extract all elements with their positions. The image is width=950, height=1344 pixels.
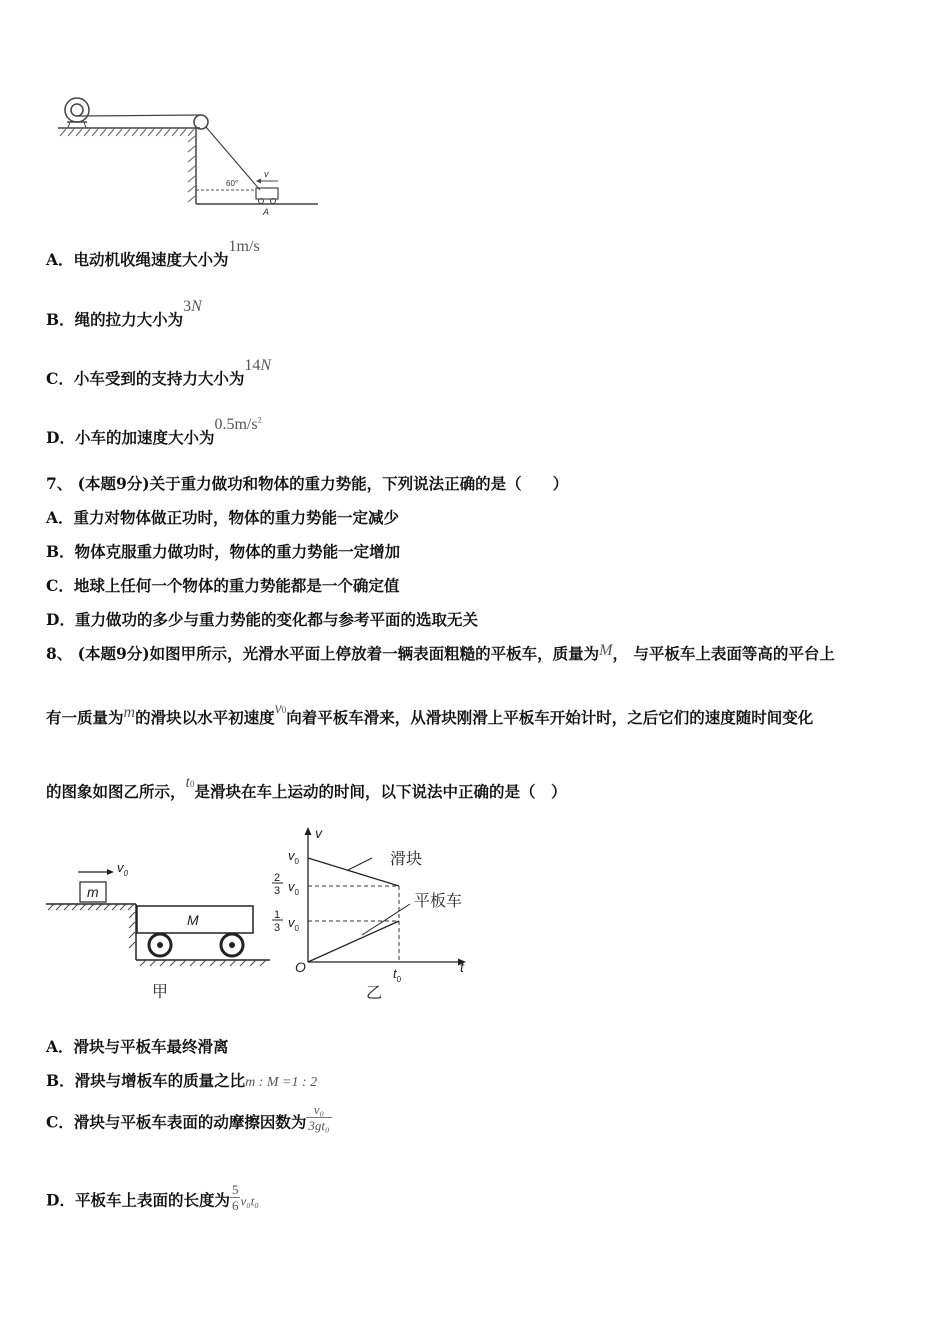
q8-option-c: C．滑块与平板车表面的动摩擦因数为 $\frac{\text{v₀}}{\text{3gt₀}}$ [46, 1102, 330, 1133]
svg-text:3: 3 [274, 922, 281, 934]
point-label: A [263, 207, 270, 217]
svg-text:平板车: 平板车 [414, 893, 463, 910]
svg-text:t0: $t_0$ [393, 966, 402, 984]
svg-text:M: M [187, 912, 199, 928]
q7-stem: 7、 (本题9分)关于重力做功和物体的重力势能，下列说法正确的是（ ） [46, 474, 569, 493]
svg-text:3: 3 [274, 885, 281, 897]
cart-velocity-line [308, 921, 399, 962]
velocity-label: v [264, 169, 269, 179]
svg-text:甲: 甲 [152, 984, 169, 1001]
svg-text:v0: $v_0$ [288, 879, 299, 897]
q8-stem-line2: 有一质量为m的滑块以水平初速度v0向着平板车滑来，从滑块刚滑上平板车开始计时，之后它们的速度随时间变化 [46, 700, 814, 727]
svg-text:O: O [295, 959, 306, 975]
q6-option-d: D．小车的加速度大小为$0.5m/s^2$ [46, 415, 262, 447]
svg-text:t: t [460, 959, 464, 975]
q8-option-b: B．滑块与增板车的质量之比m : M =1 : 2 [46, 1071, 318, 1090]
svg-text:v: v [315, 825, 322, 841]
q6-option-a: A．电动机收绳速度大小为1m/s [46, 238, 260, 269]
q7-option-b: B．物体克服重力做功时，物体的重力势能一定增加 [46, 542, 401, 561]
slider-velocity-line [308, 858, 399, 886]
q7-option-d: D．重力做功的多少与重力势能的变化都与参考平面的选取无关 [46, 610, 478, 629]
svg-text:v0: $v_0$ [117, 860, 128, 878]
svg-text:2: 2 [274, 872, 281, 884]
motor-icon [65, 98, 89, 122]
svg-text:乙: 乙 [366, 985, 383, 1002]
angle-label: 60° [226, 179, 239, 188]
svg-text:1: 1 [274, 909, 281, 921]
q6-option-b: B．绳的拉力大小为3N [46, 298, 202, 329]
figure-motor-pulley-cart [50, 92, 330, 220]
q7-option-a: A．重力对物体做正功时，物体的重力势能一定减少 [46, 508, 400, 527]
q8-stem-line3: 的图象如图乙所示，t0是滑块在车上运动的时间，以下说法中正确的是（ ） [46, 774, 567, 801]
pulley-icon [194, 115, 208, 129]
q7-option-c: C．地球上任何一个物体的重力势能都是一个确定值 [46, 576, 400, 595]
svg-text:滑块: 滑块 [390, 851, 423, 868]
figure-jia-cart-block [40, 852, 280, 1002]
q6-option-c: C．小车受到的支持力大小为14N [46, 357, 272, 388]
svg-text:v0: $v_0$ [288, 848, 299, 866]
q8-option-d: D．平板车上表面的长度为 $\frac{5}{6}$ v₀t₀ [46, 1182, 259, 1213]
svg-text:v0: $v_0$ [288, 915, 299, 933]
q8-stem-line1: 8、 (本题9分)如图甲所示，光滑水平面上停放着一辆表面粗糙的平板车，质量为M， 与平板车上表面等高的平台上 [46, 642, 835, 663]
svg-text:m: m [87, 884, 99, 900]
q8-option-a: A．滑块与平板车最终滑离 [46, 1037, 229, 1056]
figure-yi-velocity-graph [262, 822, 482, 1007]
